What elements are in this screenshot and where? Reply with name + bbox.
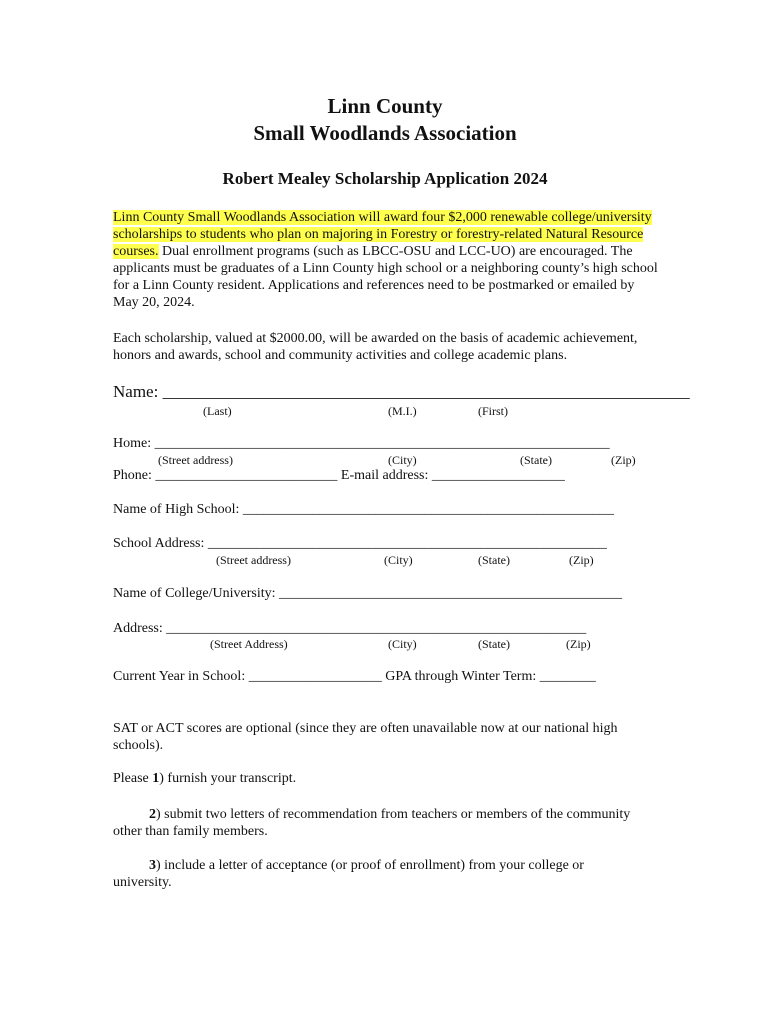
high-school-field[interactable]: _____________________________________________________ <box>239 502 614 517</box>
year-gpa-row <box>113 669 596 685</box>
name-label: Name: <box>113 382 159 401</box>
intro-paragraph <box>113 209 658 311</box>
home-field[interactable]: _________________________________________________________________ <box>151 436 610 451</box>
high-school-row <box>113 502 614 518</box>
home-sub-state: (State) <box>520 453 552 467</box>
requirement-2 <box>113 806 658 840</box>
name-sub-first: (First) <box>478 404 508 418</box>
high-school-label: Name of High School: <box>113 502 240 517</box>
requirement-2-text: ) submit two letters of recommendation from teachers or members of the community other than family members. <box>113 807 631 839</box>
intro-highlight: Linn County Small Woodlands Association will award four $2,000 renewable college/university scholarships to students who plan on majoring in Forestry or forestry-related Natural Resource courses. <box>113 210 652 259</box>
sat-note: SAT or ACT scores are optional (since they are often unavailable now at our national high schools). <box>113 721 618 753</box>
title-line-1: Linn County <box>327 94 443 118</box>
college-address-label: Address: <box>113 621 163 636</box>
requirement-1-text: ) furnish your transcript. <box>159 771 297 786</box>
school-address-sub-street: (Street address) <box>216 553 291 567</box>
college-address-field[interactable]: ____________________________________________________________ <box>162 621 587 636</box>
valuation-paragraph: Each scholarship, valued at $2000.00, will be awarded on the basis of academic achievement, honors and awards, school and community activities and college academic plans. <box>113 331 638 363</box>
gpa-label: GPA through Winter Term: <box>381 669 537 684</box>
college-address-sub-street: (Street Address) <box>210 637 288 651</box>
school-address-row <box>113 536 607 552</box>
name-row <box>113 382 690 402</box>
school-address-sub-state: (State) <box>478 553 510 567</box>
title-line-2: Small Woodlands Association <box>253 121 517 145</box>
college-address-sub-city: (City) <box>388 637 417 651</box>
school-address-sub-city: (City) <box>384 553 413 567</box>
college-field[interactable]: _________________________________________________ <box>275 586 623 601</box>
home-sub-street: (Street address) <box>158 453 233 467</box>
home-sub-city: (City) <box>388 453 417 467</box>
college-address-row <box>113 621 586 637</box>
school-address-sub-zip: (Zip) <box>569 553 594 567</box>
requirement-1-number: 1 <box>152 771 160 786</box>
subtitle: Robert Mealey Scholarship Application 2024 <box>222 169 548 188</box>
college-label: Name of College/University: <box>113 586 276 601</box>
college-address-sub-zip: (Zip) <box>566 637 591 651</box>
home-row <box>113 436 610 452</box>
requirement-2-number: 2 <box>149 807 156 822</box>
home-sub-zip: (Zip) <box>611 453 636 467</box>
college-row <box>113 586 622 602</box>
requirement-3-number: 3 <box>149 858 156 873</box>
phone-field[interactable]: __________________________ <box>151 468 338 483</box>
requirement-1 <box>113 771 296 787</box>
email-field[interactable]: ___________________ <box>428 468 565 483</box>
intro-rest: Dual enrollment programs (such as LBCC-OSU and LCC-UO) are encouraged. The applicants must be graduates of a Linn County high school or a neighboring county’s high school for a Linn County resident. Applications and references need to be postmarked or emailed by May 20, 2024. <box>113 244 658 310</box>
phone-email-row <box>113 468 565 484</box>
name-sub-mi: (M.I.) <box>388 404 417 418</box>
year-label: Current Year in School: <box>113 669 246 684</box>
requirement-3 <box>113 857 613 891</box>
gpa-field[interactable]: ________ <box>536 669 596 684</box>
phone-label: Phone: <box>113 468 152 483</box>
email-label: E-mail address: <box>337 468 429 483</box>
name-sub-last: (Last) <box>203 404 232 418</box>
please-prefix: Please <box>113 771 153 786</box>
year-field[interactable]: ___________________ <box>245 669 382 684</box>
school-address-label: School Address: <box>113 536 205 551</box>
name-field[interactable]: ______________________________________________________________ <box>158 382 690 401</box>
college-address-sub-state: (State) <box>478 637 510 651</box>
home-label: Home: <box>113 436 152 451</box>
school-address-field[interactable]: _________________________________________________________ <box>204 536 607 551</box>
requirement-3-text: ) include a letter of acceptance (or proof of enrollment) from your college or university. <box>113 858 584 890</box>
